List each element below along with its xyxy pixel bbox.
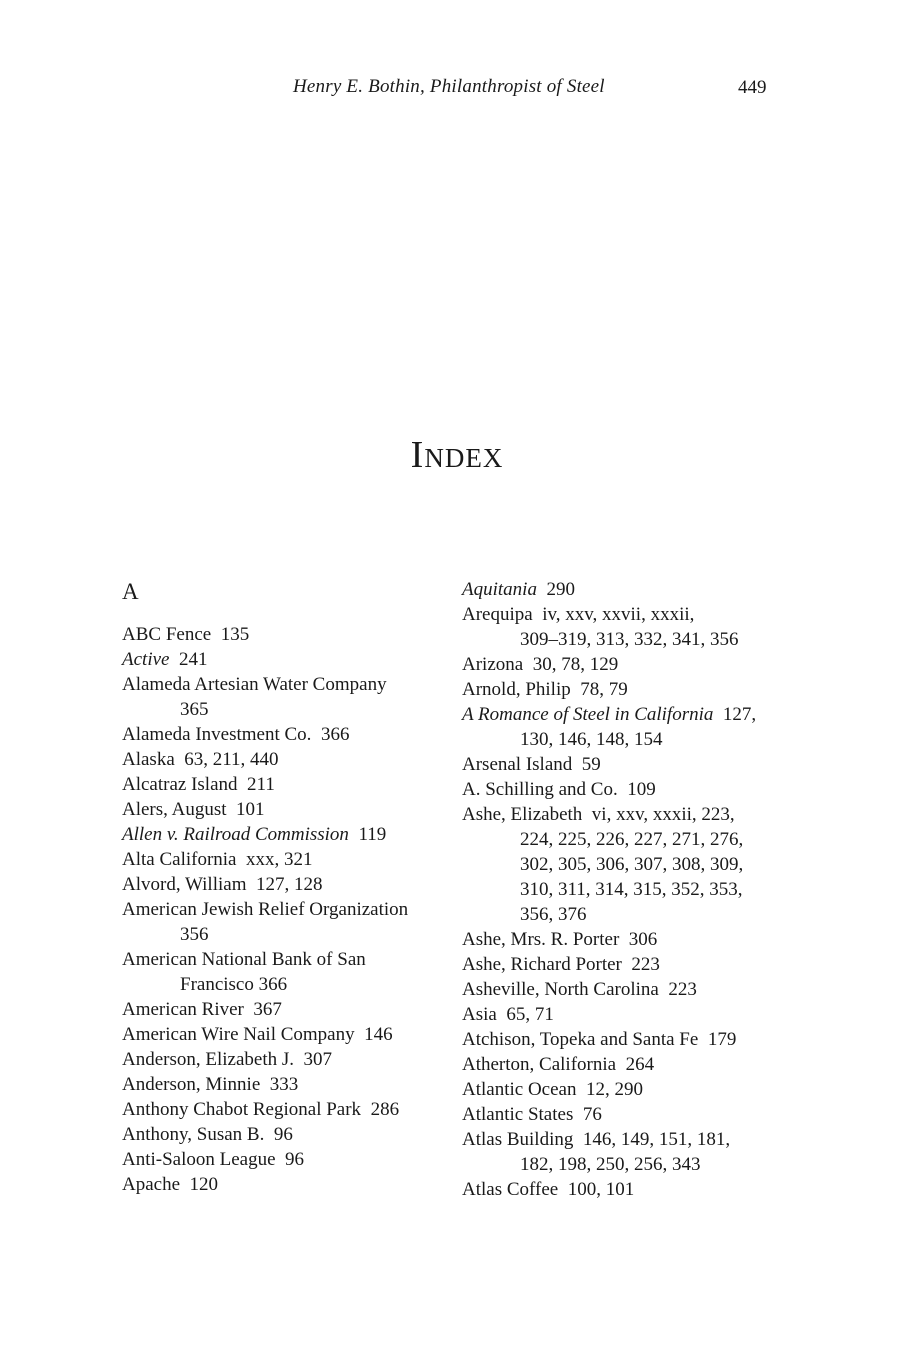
index-column-right xyxy=(462,577,792,1202)
index-term: Alvord, William xyxy=(122,874,247,895)
index-entry-line xyxy=(122,1047,452,1072)
index-entry xyxy=(122,1072,452,1097)
index-pages: 264 xyxy=(625,1054,655,1075)
index-column-left xyxy=(122,577,452,1197)
index-term: Alameda Artesian Water Company xyxy=(122,674,387,695)
index-entry xyxy=(122,772,452,797)
index-term: Alaska xyxy=(122,749,175,770)
index-pages: 146, 149, 151, 181, xyxy=(582,1129,731,1150)
index-pages: 241 xyxy=(178,649,208,670)
index-term: American National Bank of San xyxy=(122,949,366,970)
index-entry-list xyxy=(462,577,792,1202)
index-term: Asheville, North Carolina xyxy=(462,979,659,1000)
index-entry-line xyxy=(462,752,792,777)
index-pages: iv, xxv, xxvii, xxxii, xyxy=(542,604,695,625)
index-entry xyxy=(122,1147,452,1172)
index-entry xyxy=(462,1177,792,1202)
index-pages: 120 xyxy=(189,1174,219,1195)
index-entry-line xyxy=(462,802,792,827)
index-entry xyxy=(122,622,452,647)
index-entry xyxy=(462,1052,792,1077)
index-pages: 211 xyxy=(247,774,275,795)
index-term: Alta California xyxy=(122,849,237,870)
index-pages: 286 xyxy=(370,1099,400,1120)
index-term: Arizona xyxy=(462,654,524,675)
index-entry xyxy=(122,897,452,947)
index-entry-line xyxy=(122,647,452,672)
index-entry xyxy=(462,1127,792,1177)
index-pages: 100, 101 xyxy=(567,1179,635,1200)
index-entry-line xyxy=(122,897,452,922)
index-entry-line xyxy=(462,1052,792,1077)
index-pages: 307 xyxy=(303,1049,333,1070)
index-entry xyxy=(462,802,792,927)
index-entry xyxy=(122,1122,452,1147)
index-term: Anderson, Elizabeth J. xyxy=(122,1049,295,1070)
index-entry-line xyxy=(462,652,792,677)
index-entry xyxy=(122,1047,452,1072)
index-pages-continued: 356, 376 xyxy=(520,904,587,925)
index-term: Ashe, Elizabeth xyxy=(462,804,583,825)
index-term: Anti-Saloon League xyxy=(122,1149,276,1170)
index-pages: 30, 78, 129 xyxy=(532,654,619,675)
index-entry-line xyxy=(462,577,792,602)
index-pages: 127, xyxy=(722,704,757,725)
index-pages: 78, 79 xyxy=(580,679,628,700)
index-pages: 109 xyxy=(627,779,656,800)
index-entry-line xyxy=(122,847,452,872)
index-entry xyxy=(462,927,792,952)
index-entry xyxy=(122,722,452,747)
index-entry xyxy=(122,672,452,722)
index-entry xyxy=(122,1022,452,1047)
index-pages: vi, xxv, xxxii, 223, xyxy=(591,804,735,825)
page-number: 449 xyxy=(738,77,767,98)
running-head xyxy=(0,76,900,102)
index-term: American River xyxy=(122,999,244,1020)
index-entry xyxy=(462,702,792,752)
index-entry-line xyxy=(122,1097,452,1122)
index-entry xyxy=(462,1027,792,1052)
index-term: Atlantic States xyxy=(462,1104,574,1125)
index-entry xyxy=(462,977,792,1002)
index-term: Anderson, Minnie xyxy=(122,1074,261,1095)
index-term: Asia xyxy=(462,1004,497,1025)
index-pages: 119 xyxy=(358,824,387,845)
index-pages-continued: 302, 305, 306, 307, 308, 309, xyxy=(520,854,744,875)
index-entry-line xyxy=(462,977,792,1002)
index-pages-continued: 182, 198, 250, 256, 343 xyxy=(520,1154,701,1175)
index-term: Arsenal Island xyxy=(462,754,573,775)
index-entry-line xyxy=(122,747,452,772)
index-term: Atherton, California xyxy=(462,1054,617,1075)
index-entry-line xyxy=(462,1177,792,1202)
running-title: Henry E. Bothin, Philanthropist of Steel xyxy=(293,76,605,97)
index-entry-line xyxy=(122,772,452,797)
index-entry xyxy=(462,677,792,702)
index-entry xyxy=(462,952,792,977)
index-pages: 59 xyxy=(581,754,601,775)
index-entry xyxy=(122,1097,452,1122)
index-entry xyxy=(462,652,792,677)
index-entry xyxy=(122,797,452,822)
index-term: Atlas Building xyxy=(462,1129,574,1150)
index-entry xyxy=(122,822,452,847)
index-pages-continued: 224, 225, 226, 227, 271, 276, xyxy=(520,829,744,850)
index-pages: 306 xyxy=(628,929,658,950)
index-entry-line xyxy=(122,997,452,1022)
index-entry-line xyxy=(462,1127,792,1152)
index-entry-line xyxy=(462,1002,792,1027)
index-term: Anthony, Susan B. xyxy=(122,1124,265,1145)
index-entry-line xyxy=(122,1147,452,1172)
index-entry-line xyxy=(462,927,792,952)
index-pages: 65, 71 xyxy=(506,1004,554,1025)
index-entry-line xyxy=(122,1122,452,1147)
index-entry-line xyxy=(122,797,452,822)
index-entry xyxy=(462,777,792,802)
index-entry xyxy=(462,1102,792,1127)
index-entry-line xyxy=(122,872,452,897)
index-pages: 76 xyxy=(582,1104,602,1125)
index-term: Anthony Chabot Regional Park xyxy=(122,1099,362,1120)
index-entry-line xyxy=(122,722,452,747)
index-pages: 290 xyxy=(546,579,575,600)
index-term: Aquitania xyxy=(462,579,537,600)
index-term: Active xyxy=(122,649,170,670)
index-term: Alameda Investment Co. xyxy=(122,724,312,745)
index-pages: 223 xyxy=(631,954,660,975)
index-pages-continued: 365 xyxy=(180,699,209,720)
section-letter: A xyxy=(122,579,139,604)
index-pages: 366 xyxy=(320,724,350,745)
index-entry xyxy=(122,647,452,672)
index-entry xyxy=(462,1077,792,1102)
index-term: Atlantic Ocean xyxy=(462,1079,577,1100)
index-entry xyxy=(122,997,452,1022)
index-term: Ashe, Richard Porter xyxy=(462,954,622,975)
index-pages-continued: Francisco 366 xyxy=(180,974,288,995)
index-term: A Romance of Steel in California xyxy=(462,704,714,725)
index-entry-line xyxy=(122,672,452,697)
index-entry-line xyxy=(462,952,792,977)
index-pages: 127, 128 xyxy=(255,874,323,895)
index-entry-line xyxy=(462,777,792,802)
index-entry-line xyxy=(122,1172,452,1197)
index-entry xyxy=(122,947,452,997)
index-entry-list xyxy=(122,622,452,1197)
index-term: Arnold, Philip xyxy=(462,679,571,700)
index-entry-line xyxy=(462,677,792,702)
index-term: American Wire Nail Company xyxy=(122,1024,355,1045)
index-term: Allen v. Railroad Commission xyxy=(122,824,349,845)
index-pages: 223 xyxy=(668,979,697,1000)
index-entry xyxy=(462,1002,792,1027)
index-entry-line xyxy=(462,702,792,727)
index-entry xyxy=(122,872,452,897)
index-pages-continued: 310, 311, 314, 315, 352, 353, xyxy=(520,879,743,900)
index-pages: 96 xyxy=(285,1149,305,1170)
index-pages-continued: 356 xyxy=(180,924,209,945)
index-pages: 135 xyxy=(220,624,250,645)
index-entry xyxy=(122,847,452,872)
index-term: Atchison, Topeka and Santa Fe xyxy=(462,1029,699,1050)
index-term: A. Schilling and Co. xyxy=(462,779,618,800)
index-entry-line xyxy=(462,1102,792,1127)
index-entry-line xyxy=(122,822,452,847)
index-pages-continued: 309–319, 313, 332, 341, 356 xyxy=(520,629,739,650)
index-entry-line xyxy=(462,1027,792,1052)
index-pages: 333 xyxy=(269,1074,299,1095)
index-pages: xxx, 321 xyxy=(246,849,313,870)
index-entry xyxy=(122,1172,452,1197)
index-term: Alcatraz Island xyxy=(122,774,238,795)
index-term: Atlas Coffee xyxy=(462,1179,559,1200)
index-term: Ashe, Mrs. R. Porter xyxy=(462,929,620,950)
index-term: American Jewish Relief Organization xyxy=(122,899,409,920)
index-entry-line xyxy=(462,602,792,627)
index-entry-line xyxy=(122,1022,452,1047)
index-pages-continued: 130, 146, 148, 154 xyxy=(520,729,663,750)
index-pages: 146 xyxy=(364,1024,393,1045)
index-pages: 101 xyxy=(236,799,265,820)
index-term: Arequipa xyxy=(462,604,533,625)
index-pages: 96 xyxy=(273,1124,293,1145)
index-entry xyxy=(462,602,792,652)
index-term: Apache xyxy=(122,1174,181,1195)
index-pages: 367 xyxy=(253,999,282,1020)
index-pages: 179 xyxy=(707,1029,737,1050)
index-entry xyxy=(122,747,452,772)
index-pages: 63, 211, 440 xyxy=(184,749,279,770)
index-entry-line xyxy=(122,947,452,972)
index-term: ABC Fence xyxy=(122,624,212,645)
index-entry-line xyxy=(122,622,452,647)
index-entry xyxy=(462,577,792,602)
index-pages: 12, 290 xyxy=(585,1079,643,1100)
index-term: Alers, August xyxy=(122,799,227,820)
index-entry xyxy=(462,752,792,777)
index-entry-line xyxy=(462,1077,792,1102)
index-entry-line xyxy=(122,1072,452,1097)
index-heading: Index xyxy=(410,434,504,476)
